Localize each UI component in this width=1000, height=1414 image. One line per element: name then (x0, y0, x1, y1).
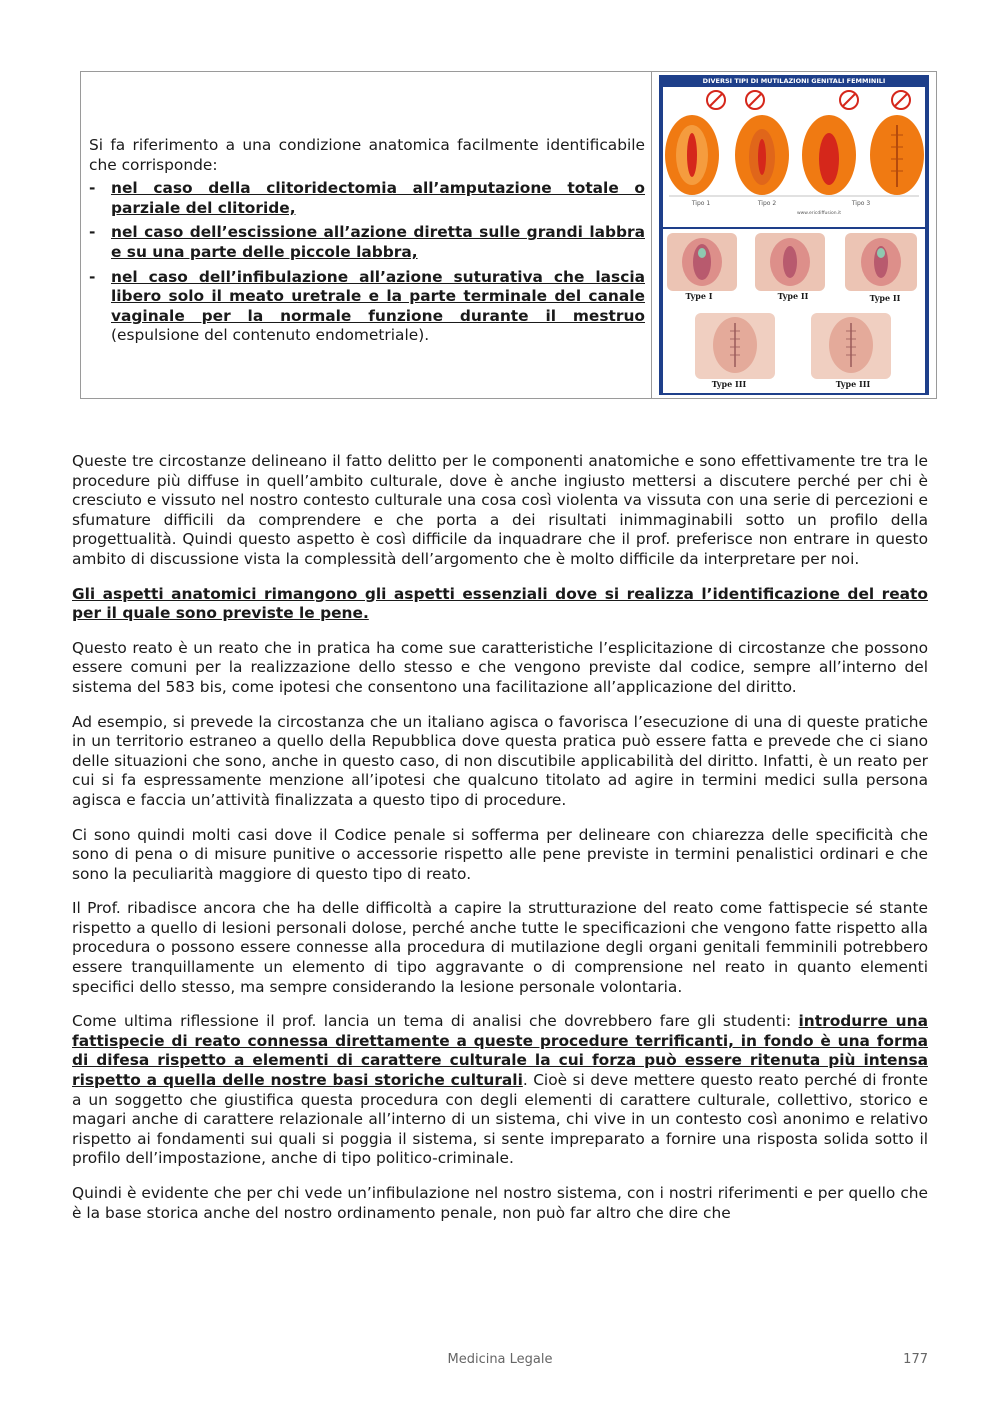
mid-label: Type II (869, 293, 901, 303)
bullet-item: - nel caso dell’escissione all’azione diretta sulle grandi labbra e su una parte delle piccole labbra, (89, 223, 645, 261)
paragraph: Ci sono quindi molti casi dove il Codice penale si sofferma per delineare con chiarezza delle specificità che sono di pena o di misure punitive o accessorie rispetto alle pene previste in termini penalistici ordinari e che sono la peculiarità maggiore di questo tipo di reato. (72, 825, 928, 883)
bottom-label: Type III (835, 379, 871, 389)
paragraph: Come ultima riflessione il prof. lancia un tema di analisi che dovrebbero fare gli studenti: introdurre una fattispecie di reato connessa direttamente a queste procedure terrificanti, in fondo è una forma di difesa rispetto a elementi di carattere culturale la cui forza può essere ritenuta più intensa rispetto a quella delle nostre basi storiche culturali. Cioè si deve mettere questo reato perché di fronte a un soggetto che giustifica questa procedura con degli elementi di carattere culturale, collettivo, storico e magari anche di carattere relazionale all’interno di un sistema, chi vive in un contesto così anonimo e relativo rispetto ai fondamenti sui quali si poggia il sistema, si sente impreparato a fornire una risposta solida sotto il profilo dell’impostazione, anche di tipo politico-criminale. (72, 1012, 928, 1168)
document-body (72, 452, 928, 1238)
bullet-list (89, 179, 645, 346)
top-label: Tipo 3 (851, 200, 871, 207)
paragraph (72, 585, 928, 624)
paragraph: Queste tre circostanze delineano il fatto delitto per le componenti anatomiche e sono effettivamente tre tra le procedure più diffuse in quell’ambito culturale, dove è anche ingiusto mettersi a discutere perché per chi è cresciuto e vissuto nel nostro contesto culturale una cosa così violenta va vissuta con una serie di percezioni e sfumature difficili da comprendere e che porta a dei risultati inimmaginabili sotto un profilo della progettualità. Quindi questo aspetto è così difficile da inquadrare che il prof. preferisce non entrare in questo ambito di discussione vista la complessità dell’argomento che è molto difficile da interpretare per noi. (72, 452, 928, 568)
type-photo (845, 233, 917, 291)
type-photo (755, 233, 825, 291)
type-photo (695, 313, 775, 379)
info-box (80, 71, 937, 399)
bold-statement: introdurre una fattispecie di reato connessa direttamente a queste procedure terrificanti, in fondo è una forma di difesa rispetto a elementi di carattere culturale la cui forza può essere ritenuta più intensa rispetto a quella delle nostre basi storiche culturali (72, 1012, 928, 1090)
bullet-item: - nel caso della clitoridectomia all’amputazione totale o parziale del clitoride, (89, 179, 645, 217)
site-label: www.ericdiffusion.it (796, 211, 842, 216)
fgm-types-figure (659, 75, 929, 395)
info-box-text-cell (81, 72, 652, 398)
type-photo (811, 313, 891, 379)
footer-title: Medicina Legale (447, 1352, 553, 1367)
page-number: 177 (903, 1352, 928, 1367)
type-photo (667, 233, 737, 291)
mid-label: Type I (685, 291, 713, 301)
bullet-item: - nel caso dell’infibulazione all’azione suturativa che lascia libero solo il meato uretrale e la parte terminale del canale vaginale per la normale funzione durante il mestruo (espulsione del contenuto endometriale). (89, 267, 645, 345)
top-label: Tipo 1 (691, 200, 711, 207)
top-label: Tipo 2 (757, 200, 777, 207)
paragraph: Quindi è evidente che per chi vede un’infibulazione nel nostro sistema, con i nostri riferimenti e per quello che è la base storica anche del nostro ordinamento penale, non può far altro che dire che (72, 1184, 928, 1222)
box-intro: Si fa riferimento a una condizione anatomica facilmente identificabile che corrisponde: (89, 136, 645, 174)
figure-banner: DIVERSI TIPI DI MUTILAZIONI GENITALI FEMMINILI (702, 77, 886, 85)
paragraph: Questo reato è un reato che in pratica ha come sue caratteristiche l’esplicitazione di circostanze che possono essere comuni per la realizzazione dello stesso e che vengono previste dal codice, sempre all’interno del sistema del 583 bis, come ipotesi che consentono una facilitazione all’applicazione del diritto. (72, 638, 928, 696)
paragraph: Ad esempio, si prevede la circostanza che un italiano agisca o favorisca l’esecuzione di una di queste pratiche in un territorio estraneo a quello della Repubblica dove questa pratica può essere fatta e prevede che ci siano delle situazioni che sono, anche in questo caso, di non discutibile applicabilità del diritto. Infatti, è un reato per cui si fa espressamente menzione all’ipotesi che qualcuno titolato ad agire in termini medici sulla persona agisca e faccia un’attività finalizzata a questo tipo di procedure. (72, 712, 928, 809)
bottom-label: Type III (711, 379, 747, 389)
bold-statement: Gli aspetti anatomici rimangono gli aspetti essenziali dove si realizza l’identificazione del reato per il quale sono previste le pene. (72, 584, 928, 623)
mid-label: Type II (777, 291, 809, 301)
paragraph: Il Prof. ribadisce ancora che ha delle difficoltà a capire la strutturazione del reato come fattispecie sé stante rispetto a quello di lesioni personali dolose, perché anche tutte le specificazioni che vengono fatte rispetto alla procedura o possono essere connesse alla procedura di mutilazione degli organi genitali femminili potrebbero essere tranquillamente un elemento di tipo aggravante o di comprensione nel reato in quanto elementi specifici dello stesso, ma sempre considerando la lesione personale volontaria. (72, 899, 928, 996)
